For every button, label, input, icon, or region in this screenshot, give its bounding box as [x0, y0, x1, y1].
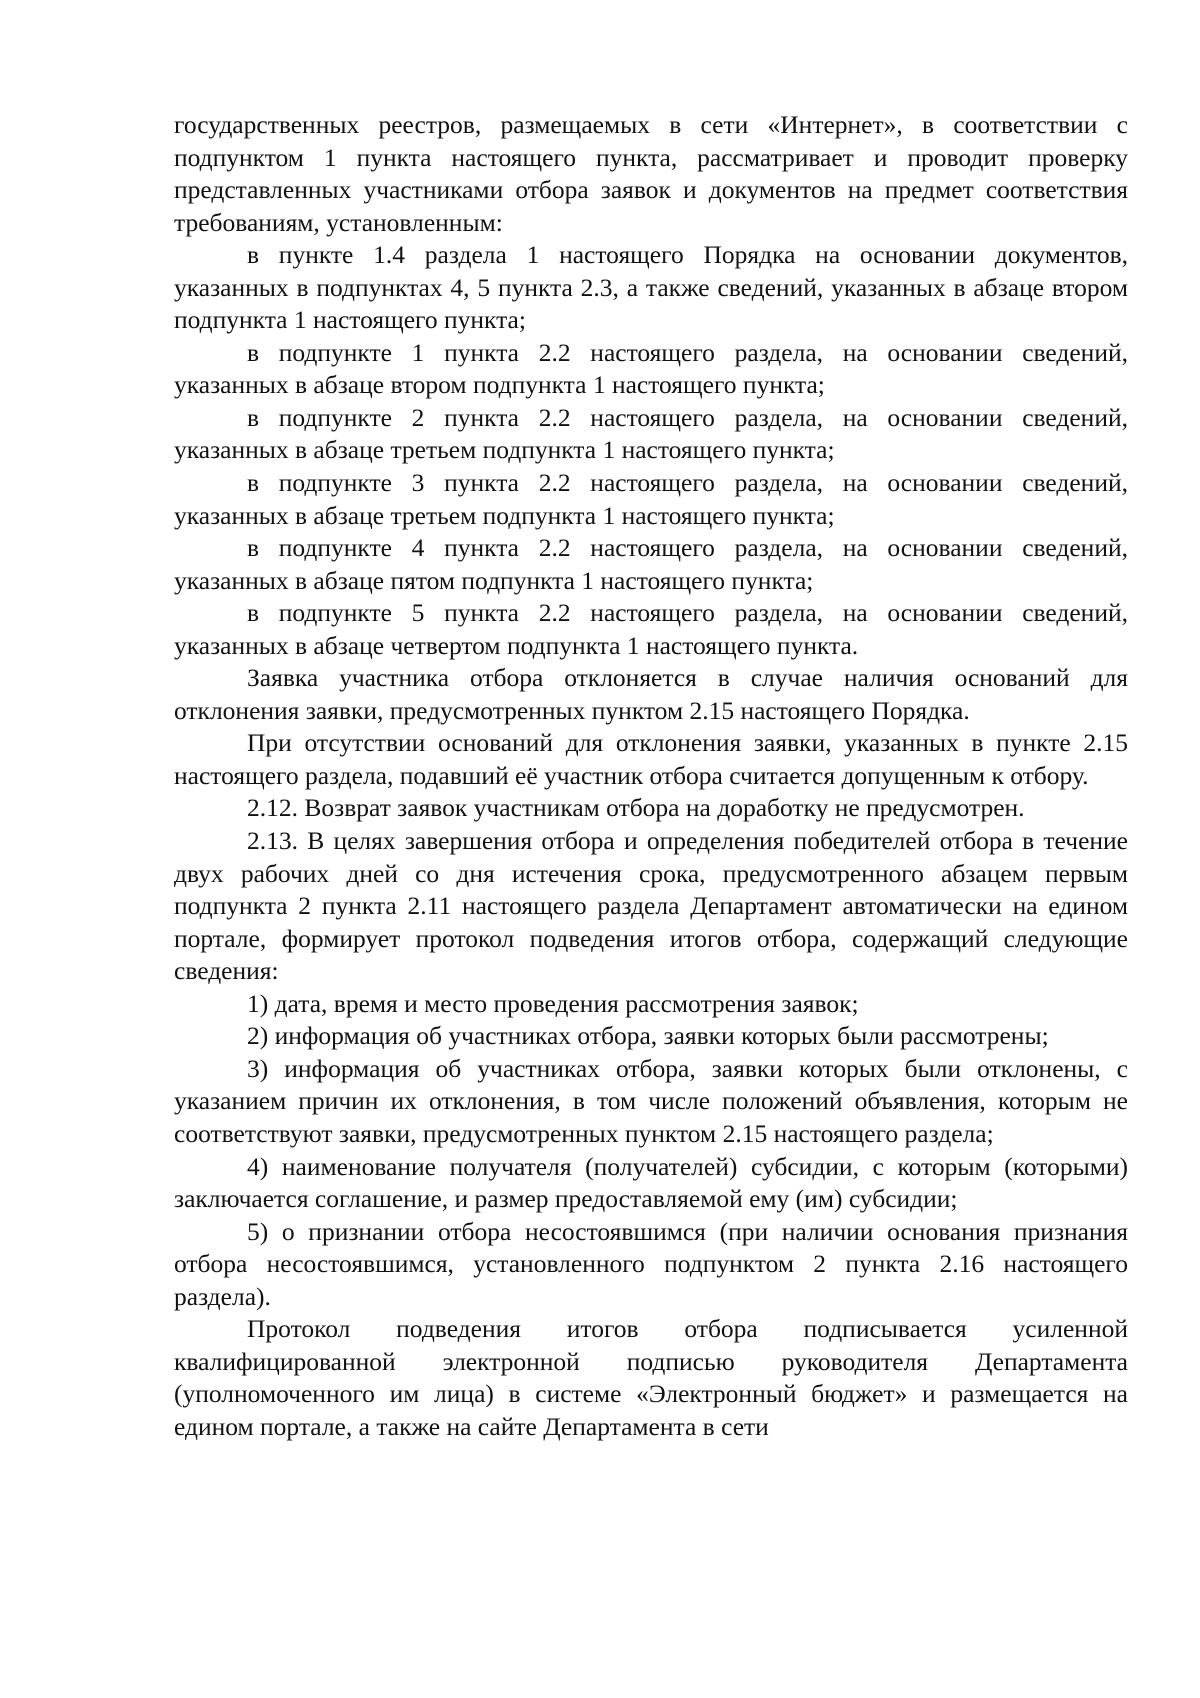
paragraph-subitem-3: в подпункте 3 пункта 2.2 настоящего раздела, на основании сведений, указанных в абзаце третьем подпункта 1 настоящего пункта;	[174, 468, 1128, 530]
list-item-5: 5) о признании отбора несостоявшимся (при наличии основания признания отбора несостоявшимся, установленного подпунктом 2 пункта 2.16 настоящего раздела).	[174, 1216, 1128, 1311]
paragraph-subitem-5: в подпункте 5 пункта 2.2 настоящего раздела, на основании сведений, указанных в абзаце четвертом подпункта 1 настоящего пункта.	[174, 598, 1128, 660]
list-item-3: 3) информация об участниках отбора, заявки которых были отклонены, с указанием причин их отклонения, в том числе положений объявления, которым не соответствуют заявки, предусмотренных пунктом 2.15 настоящего раздела;	[174, 1053, 1128, 1148]
paragraph-protocol: Протокол подведения итогов отбора подписывается усиленной квалифицированной электронной подписью руководителя Департамента (уполномоченного им лица) в системе «Электронный бюджет» и размещается на едином портале, а также на сайте Департамента в сети	[174, 1314, 1128, 1441]
paragraph-subitem-1: в подпункте 1 пункта 2.2 настоящего раздела, на основании сведений, указанных в абзаце втором подпункта 1 настоящего пункта;	[174, 337, 1128, 400]
paragraph-2-13: 2.13. В целях завершения отбора и определения победителей отбора в течение двух рабочих дней со дня истечения срока, предусмотренного абзацем первым подпункта 2 пункта 2.11 настоящего раздела Департамент автоматически на едином портале, формирует протокол подведения итогов отбора, содержащий следующие сведения:	[174, 826, 1128, 986]
paragraph-continuation: государственных реестров, размещаемых в сети «Интернет», в соответствии с подпунктом 1 пункта настоящего пункта, рассматривает и проводит проверку представленных участниками отбора заявок и документов на предмет соответствия требованиям, установленным:	[174, 110, 1128, 237]
paragraph-2-12: 2.12. Возврат заявок участникам отбора на доработку не предусмотрен.	[247, 793, 1025, 823]
paragraph-subitem-4: в подпункте 4 пункта 2.2 настоящего раздела, на основании сведений, указанных в абзаце пятом подпункта 1 настоящего пункта;	[174, 533, 1128, 595]
paragraph-item-1-4: в пункте 1.4 раздела 1 настоящего Порядка на основании документов, указанных в подпунктах 4, 5 пункта 2.3, а также сведений, указанных в абзаце втором подпункта 1 настоящего пункта;	[174, 240, 1128, 335]
paragraph-admission: При отсутствии оснований для отклонения заявки, указанных в пункте 2.15 настоящего раздела, подавший её участник отбора считается допущенным к отбору.	[174, 728, 1128, 790]
paragraph-rejection: Заявка участника отбора отклоняется в случае наличия оснований для отклонения заявки, предусмотренных пунктом 2.15 настоящего Порядка.	[174, 663, 1128, 725]
paragraph-subitem-2: в подпункте 2 пункта 2.2 настоящего раздела, на основании сведений, указанных в абзаце третьем подпункта 1 настоящего пункта;	[174, 402, 1128, 465]
list-item-1: 1) дата, время и место проведения рассмотрения заявок;	[247, 988, 859, 1018]
list-item-2: 2) информация об участниках отбора, заявки которых были рассмотрены;	[247, 1021, 1049, 1051]
document-body	[174, 109, 1128, 1443]
list-item-4: 4) наименование получателя (получателей) субсидии, с которым (которыми) заключается соглашение, и размер предоставляемой ему (им) субсидии;	[174, 1151, 1128, 1214]
